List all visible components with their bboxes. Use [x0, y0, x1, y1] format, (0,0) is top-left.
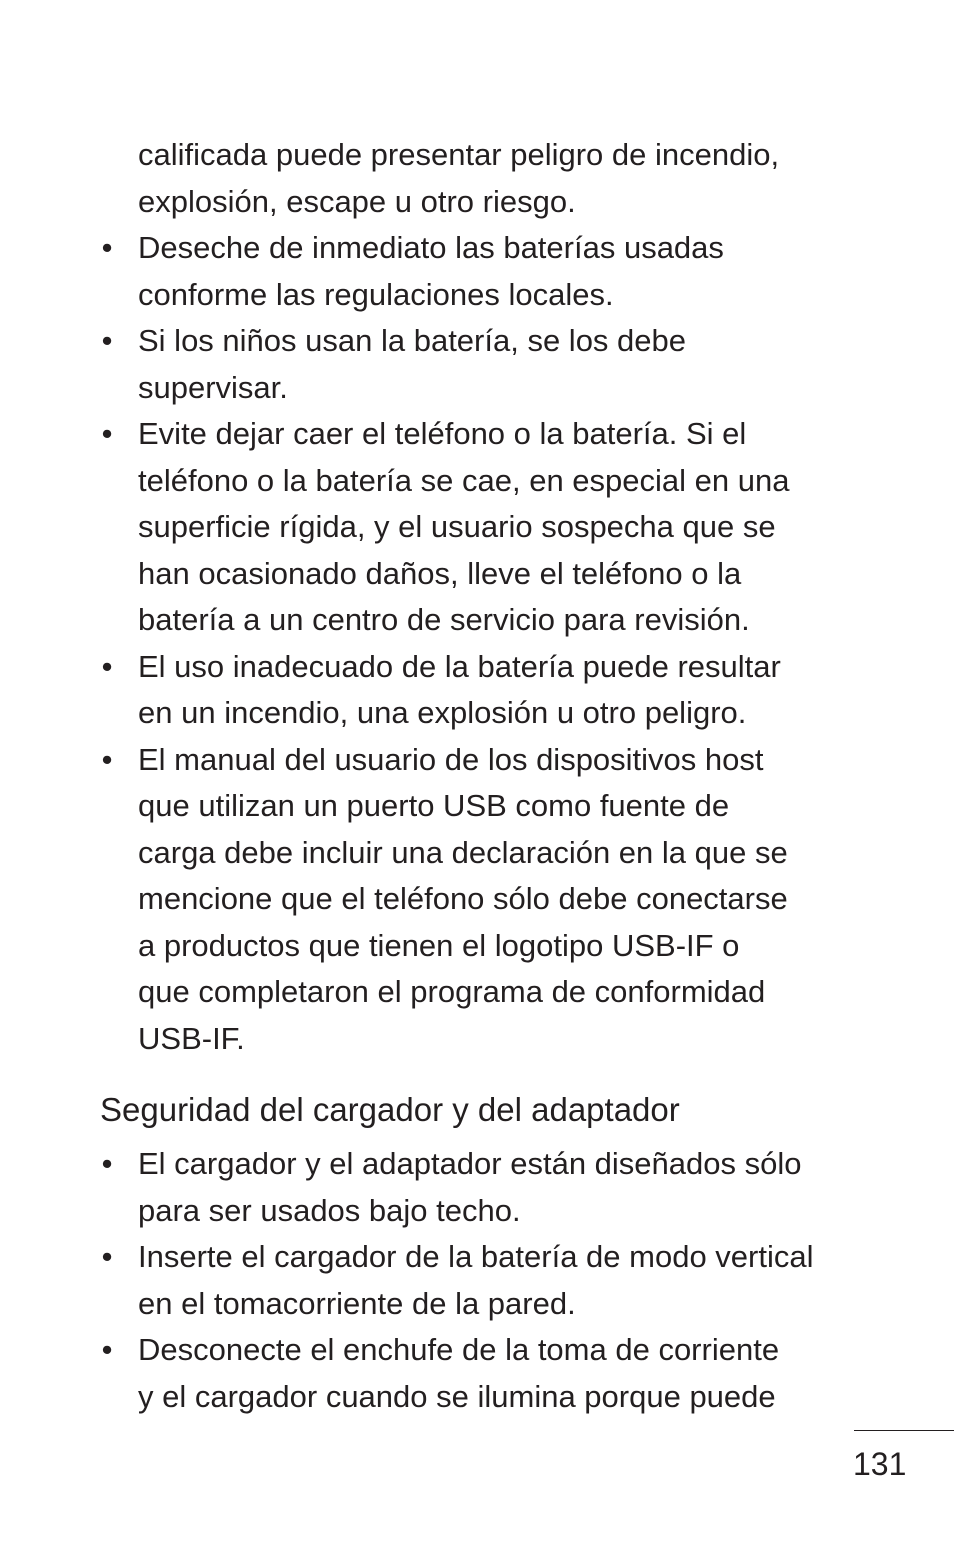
list-item-line: han ocasionado daños, lleve el teléfono o la — [138, 555, 742, 591]
list-item-line: supervisar. — [138, 369, 288, 405]
list-item — [100, 1327, 900, 1420]
bullet-icon: • — [101, 1239, 113, 1274]
list-item-line: que completaron el programa de conformidad — [138, 974, 766, 1009]
list-item-line: conforme las regulaciones locales. — [138, 276, 614, 312]
list-item-line: mencione que el teléfono sólo debe conectarse — [138, 881, 788, 916]
list-item-line: batería a un centro de servicio para revisión. — [138, 602, 750, 637]
bullet-icon: • — [101, 416, 113, 451]
list-item-line: a productos que tienen el logotipo USB-IF o — [138, 927, 740, 963]
list-item-line: para ser usados bajo techo. — [138, 1192, 521, 1228]
list-item-line: en un incendio, una explosión u otro peligro. — [138, 695, 747, 730]
continuation-line: explosión, escape u otro riesgo. — [138, 183, 576, 219]
list-item-line: USB-IF. — [138, 1020, 245, 1056]
list-item-line: Deseche de inmediato las baterías usadas — [138, 230, 724, 265]
list-item — [100, 644, 900, 737]
bullet-icon: • — [101, 1146, 113, 1181]
continuation-line: calificada puede presentar peligro de incendio, — [138, 137, 780, 172]
list-item-line: en el tomacorriente de la pared. — [138, 1285, 576, 1321]
list-item — [100, 1141, 900, 1234]
bullet-icon: • — [101, 648, 113, 684]
battery-safety-list — [100, 225, 900, 1062]
list-item — [100, 411, 900, 644]
page-number: 131 — [853, 1446, 907, 1482]
bullet-icon: • — [101, 741, 113, 777]
list-item-line: superficie rígida, y el usuario sospecha que se — [138, 509, 776, 544]
bullet-icon: • — [101, 1332, 113, 1367]
list-item-line: Si los niños usan la batería, se los debe — [138, 323, 687, 358]
continuation-paragraph — [138, 132, 898, 225]
list-item-line: carga debe incluir una declaración en la que se — [138, 834, 788, 870]
footer-divider — [854, 1430, 954, 1431]
list-item — [100, 737, 900, 1063]
charger-safety-list — [100, 1141, 900, 1420]
list-item-line: teléfono o la batería se cae, en especial en una — [138, 462, 790, 498]
list-item-line: El manual del usuario de los dispositivos host — [138, 741, 764, 777]
list-item — [100, 1234, 900, 1327]
list-item-line: Desconecte el enchufe de la toma de corriente — [138, 1332, 780, 1367]
list-item — [100, 318, 900, 411]
bullet-icon: • — [101, 230, 113, 265]
list-item-line: El cargador y el adaptador están diseñados sólo — [138, 1146, 802, 1181]
section-heading: Seguridad del cargador y del adaptador — [100, 1091, 680, 1128]
list-item-line: que utilizan un puerto USB como fuente de — [138, 788, 730, 823]
list-item-line: y el cargador cuando se ilumina porque puede — [138, 1378, 776, 1414]
list-item-line: Evite dejar caer el teléfono o la batería. Si el — [138, 416, 747, 451]
list-item-line: Inserte el cargador de la batería de modo vertical — [138, 1239, 814, 1274]
list-item — [100, 225, 900, 318]
list-item-line: El uso inadecuado de la batería puede resultar — [138, 648, 781, 684]
bullet-icon: • — [101, 323, 113, 358]
